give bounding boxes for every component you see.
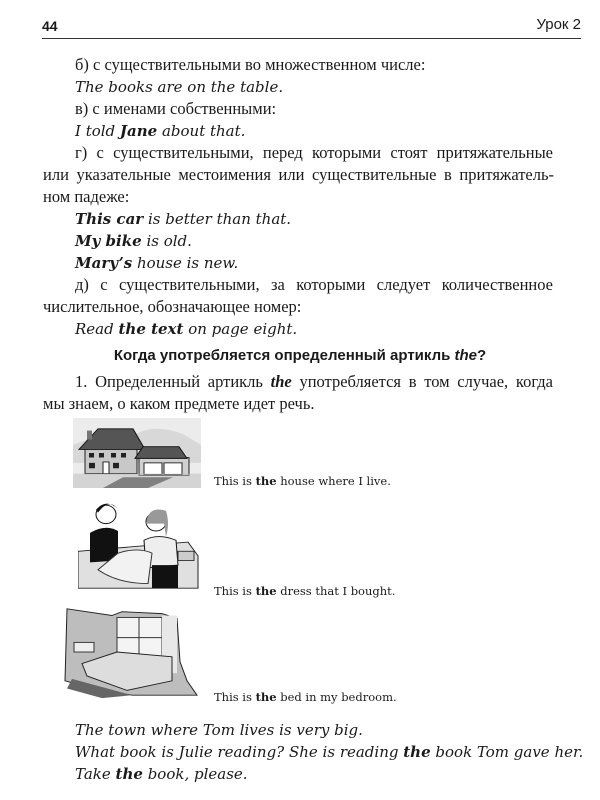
- text: употребляется в том случае, когда: [291, 372, 553, 391]
- text: on page eight.: [183, 320, 298, 338]
- text: This is: [214, 474, 256, 488]
- example-d: [75, 319, 297, 339]
- caption-dress: [214, 584, 395, 598]
- example-v: [75, 121, 245, 141]
- caption-house: [214, 474, 391, 488]
- text: about that.: [157, 122, 246, 140]
- text: bed in my bedroom.: [276, 690, 397, 704]
- emph: the text: [118, 320, 184, 338]
- text: dress that I bought.: [276, 584, 396, 598]
- example-take: [75, 764, 248, 784]
- rule-v: в) с именами собственными:: [75, 99, 277, 118]
- example-g2: [75, 231, 192, 251]
- emph: Mary’s: [75, 254, 133, 272]
- text: is better than that.: [143, 210, 292, 228]
- emph: Jane: [119, 122, 158, 140]
- text: house is new.: [132, 254, 239, 272]
- section-title: [0, 346, 600, 366]
- page-number: 44: [42, 18, 58, 34]
- emph: the: [255, 474, 277, 488]
- emph: the: [403, 743, 431, 761]
- text: is old.: [141, 232, 192, 250]
- rule-g-line1: г) с существительными, перед которыми стоят притяжательные: [75, 143, 553, 162]
- emph: the: [115, 765, 143, 783]
- emph: the: [255, 690, 277, 704]
- text: What book is Julie reading? She is reading: [75, 743, 404, 761]
- rule-d-line1: д) с существительными, за которыми следует количественное: [75, 275, 553, 294]
- example-g3: [75, 253, 238, 273]
- emph: the: [255, 584, 277, 598]
- example-town: The town where Tom lives is very big.: [75, 721, 363, 739]
- page-header: [42, 14, 581, 39]
- emph: My bike: [75, 232, 142, 250]
- rule-g-line3: ном падеже:: [43, 187, 130, 206]
- text: I told: [75, 122, 120, 140]
- example-g1: [75, 209, 291, 229]
- text: book, please.: [142, 765, 248, 783]
- text: Когда употребляется определенный артикль: [113, 347, 455, 364]
- rule-g-line2: или указательные местоимения или существительные в притяжатель-: [43, 165, 554, 184]
- text: Read: [75, 320, 119, 338]
- rule-b: б) с существительными во множественном числе:: [75, 55, 426, 74]
- bedroom-illustration: [62, 604, 202, 700]
- paragraph-1-line2: мы знаем, о каком предмете идет речь.: [43, 394, 315, 413]
- text: Take: [75, 765, 116, 783]
- text: 1. Определенный артикль: [75, 372, 271, 391]
- emph: the: [270, 372, 292, 391]
- example-book: [75, 742, 583, 762]
- running-head: Урок 2: [536, 16, 581, 33]
- house-illustration: [73, 418, 201, 488]
- example-b: The books are on the table.: [75, 78, 284, 96]
- text: This is: [214, 690, 256, 704]
- paragraph-1-line1: [75, 372, 553, 392]
- text: ?: [477, 347, 487, 364]
- text: This is: [214, 584, 256, 598]
- emph: the: [454, 347, 477, 364]
- text: book Tom gave her.: [430, 743, 584, 761]
- caption-bed: [214, 690, 397, 704]
- emph: This car: [75, 210, 144, 228]
- rule-d-line2: числительное, обозначающее номер:: [43, 297, 302, 316]
- shop-illustration: [78, 496, 200, 590]
- text: house where I live.: [276, 474, 391, 488]
